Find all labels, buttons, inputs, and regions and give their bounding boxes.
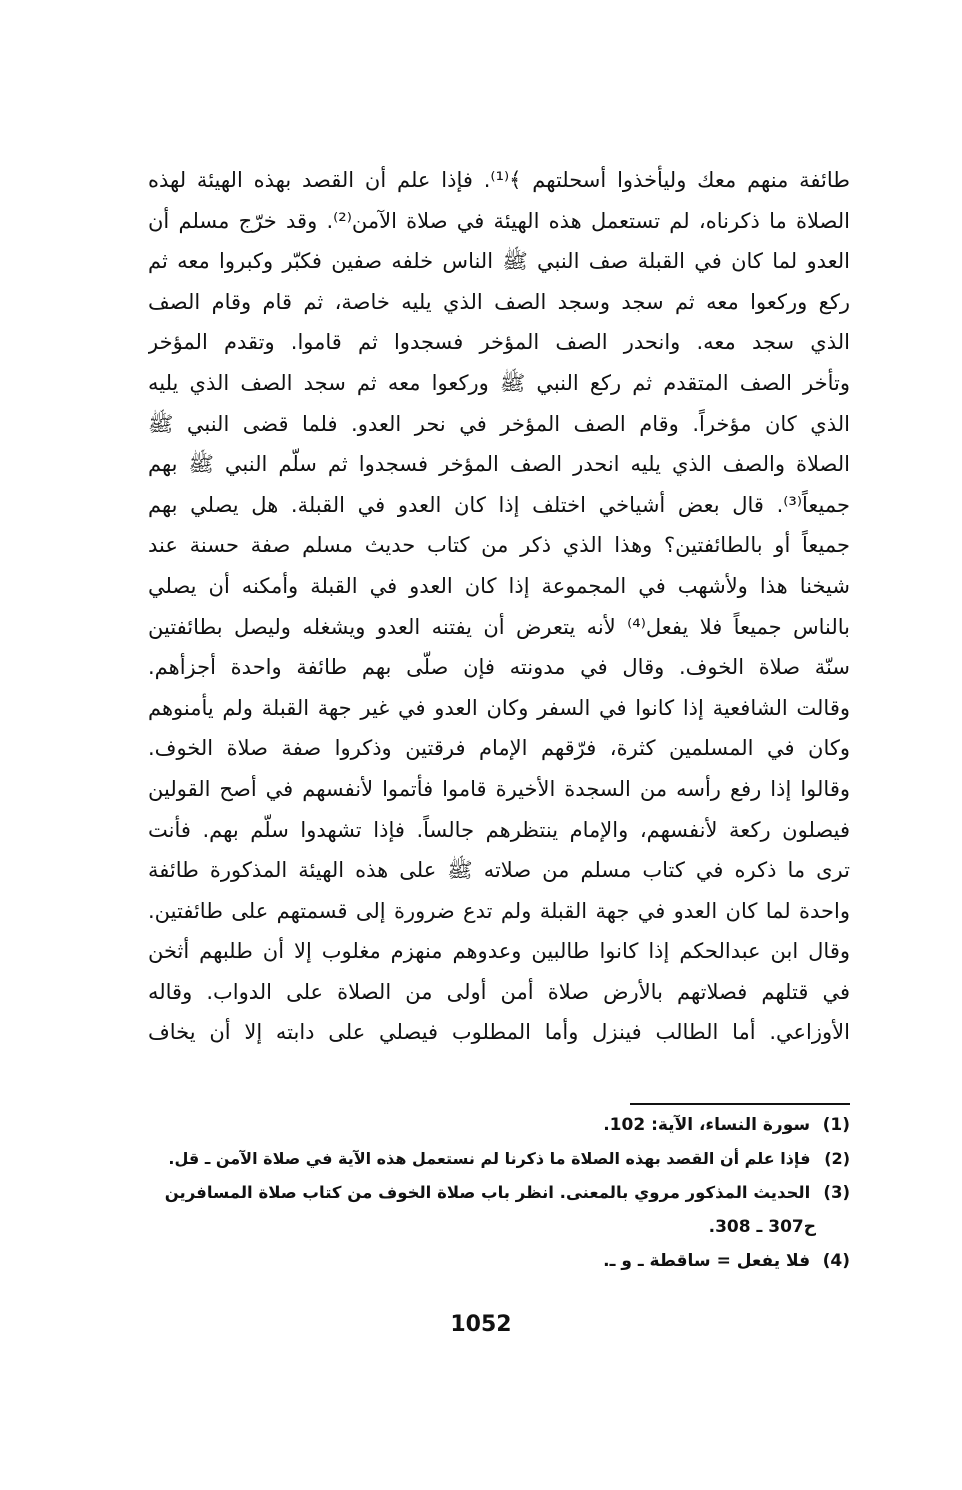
- text-line-1: طائفة منهم معك وليأخذوا أسحلتهم ﴾⁽¹⁾. فإذا علم أن القصد بهذه الهيئة لهذه: [148, 168, 850, 192]
- footnote-separator: [630, 1103, 850, 1105]
- text-line-8: الصلاة والصف الذي يليه انحدر الصف المؤخر فسجدوا ثم سلّم النبي ﷺ بهم: [148, 452, 850, 477]
- text-line-22: الأوزاعي. أما الطالب فينزل وأما المطلوب فيصلي على دابته إلا أن يخاف: [148, 1020, 850, 1045]
- footnote-number: (1): [822, 1115, 850, 1135]
- text-line-15: وكان في المسلمين كثرة، فرّقهم الإمام فرقتين وذكروا صفة صلاة الخوف.: [148, 736, 850, 761]
- text-line-20: وقال ابن عبدالحكم إذا كانوا طالبين وعدوهم منهزم مغلوب إلا أن طلبهم أثخن: [148, 939, 850, 964]
- text-line-5: الذي سجد معه. وانحدر الصف المؤخر فسجدوا ثم قاموا. وتقدم المؤخر: [148, 330, 850, 355]
- text-line-19: واحدة لما كان العدو في جهة القبلة ولم تدع ضرورة إلى قسمتهم على طائفتين.: [148, 898, 850, 923]
- text-line-13: سنّة صلاة الخوف. وقال في مدونته فإن صلّى بهم طائفة واحدة أجزأهم.: [148, 655, 850, 680]
- footnote-1: [150, 1108, 850, 1142]
- footnote-number: (2): [824, 1149, 850, 1168]
- text-line-3: العدو لما كان في القبلة صف النبي ﷺ الناس خلفه صفين فكبّر وكبروا معه ثم: [148, 249, 850, 274]
- text-line-14: وقالت الشافعية إذا كانوا في السفر وكان العدو في غير جهة القبلة ولم يأمنوهم: [148, 695, 850, 720]
- footnote-text: فإذا علم أن القصد بهذه الصلاة ما ذكرنا لم نستعمل هذه الآية في صلاة الآمن ـ قل.: [168, 1149, 811, 1168]
- footnote-text: ح307 ـ 308.: [708, 1217, 816, 1237]
- text-line-6: وتأخر الصف المتقدم ثم ركع النبي ﷺ وركعوا معه ثم سجد الصف الذي يليه: [148, 370, 850, 395]
- footnote-text: الحديث المذكور مروي بالمعنى. انظر باب صلاة الخوف من كتاب صلاة المسافرين: [164, 1183, 811, 1202]
- text-line-12: بالناس جميعاً فلا يفعل⁽⁴⁾ لأنه يتعرض أن يفتنه العدو ويشغله وليصل بطائفتين: [148, 614, 850, 639]
- text-line-7: الذي كان مؤخراً. وقام الصف المؤخر في نحر العدو. فلما قضى النبي ﷺ: [148, 411, 850, 436]
- text-line-17: فيصلون ركعة لأنفسهم، والإمام ينتظرهم جالساً. فإذا تشهدوا سلّم بهم. فأنت: [148, 817, 850, 842]
- text-line-18: ترى ما ذكره في كتاب مسلم من صلاته ﷺ على هذه الهيئة المذكورة طائفة: [148, 858, 850, 883]
- footnote-number: (4): [822, 1251, 850, 1271]
- text-line-4: ركع وركعوا معه ثم سجد وسجد الصف الذي يليه خاصة، ثم قام وقام الصف: [148, 289, 850, 314]
- text-line-16: وقالوا إذا رفع رأسه من السجدة الأخيرة قاموا فأتموا لأنفسهم في أصح القولين: [148, 776, 850, 801]
- footnote-2: [150, 1142, 850, 1176]
- footnote-4: [150, 1244, 850, 1278]
- footnote-3-continuation: [150, 1210, 850, 1244]
- text-line-21: في قتلهم فصلاتهم بالأرض صلاة أمن أولى من الصلاة على الدواب. وقاله: [148, 979, 850, 1004]
- footnote-number: (3): [823, 1183, 850, 1202]
- text-line-10: جميعاً أو بالطائفتين؟ وهذا الذي ذكر من كتاب حديث مسلم صفة حسنة عند: [148, 533, 850, 558]
- footnote-text: فلا يفعل = ساقطة ـ و ـ.: [603, 1251, 811, 1271]
- page-number: 1052: [450, 1312, 512, 1337]
- footnote-text: سورة النساء، الآية: 102.: [603, 1115, 811, 1135]
- footnotes: [150, 1108, 850, 1278]
- text-line-2: الصلاة ما ذكرناه، لم تستعمل هذه الهيئة في صلاة الآمن⁽²⁾. وقد خرّج مسلم أن: [148, 208, 850, 233]
- text-line-11: شيخنا هذا ولأشهب في المجموعة إذا كان العدو في القبلة وأمكنه أن يصلي: [148, 573, 850, 598]
- text-line-9: جميعاً⁽³⁾. قال بعض أشياخي اختلف إذا كان العدو في القبلة. هل يصلي بهم: [148, 492, 850, 517]
- footnote-3: [150, 1176, 850, 1210]
- main-text: [148, 160, 850, 1053]
